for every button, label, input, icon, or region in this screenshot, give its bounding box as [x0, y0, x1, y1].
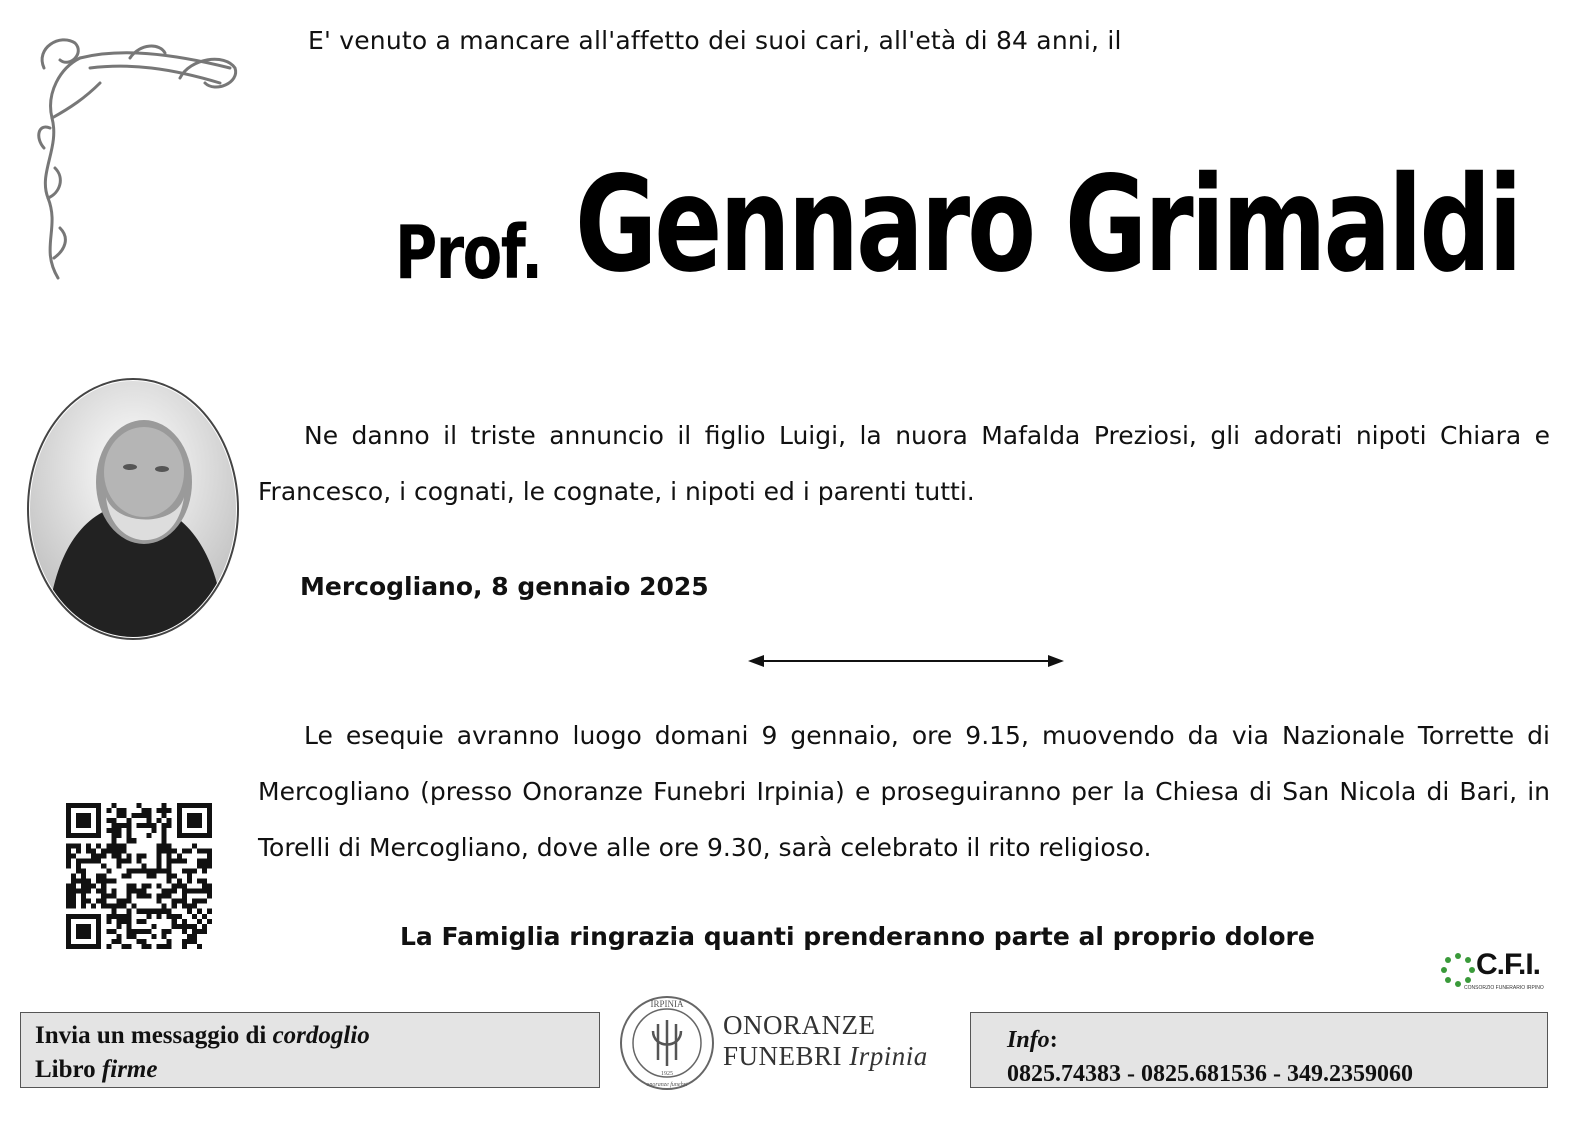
info-box	[970, 1012, 1548, 1088]
double-arrow-icon	[748, 652, 1064, 670]
info-label	[1007, 1023, 1511, 1057]
corner-flourish-icon	[30, 28, 250, 288]
seal-year-text: 1925	[661, 1071, 673, 1077]
seal-bottom-text: onoranze funebri	[646, 1082, 688, 1088]
funeral-home-line1: ONORANZE	[723, 1010, 876, 1040]
condolence-box[interactable]	[20, 1012, 600, 1088]
announcement-paragraph: Ne danno il triste annuncio il figlio Luigi, la nuora Mafalda Preziosi, gli adorati nipoti Chiara e Francesco, i cognati, le cognate, i nipoti ed i parenti tutti.	[258, 421, 1550, 506]
cfi-dots-icon	[1440, 952, 1476, 988]
funeral-home-seal-icon	[618, 994, 716, 1092]
cfi-subtitle: CONSORZIO FUNERARIO IRPINO	[1464, 985, 1544, 991]
place-date: Mercogliano, 8 gennaio 2025	[300, 572, 709, 601]
cfi-logo-text: C.F.I.	[1476, 948, 1541, 981]
funeral-paragraph: Le esequie avranno luogo domani 9 gennaio, ore 9.15, muovendo da via Nazionale Torrette di Mercogliano (presso Onoranze Funebri Irpinia) e proseguiranno per la Chiesa di San Nicola di Bari, in Torelli di Mercogliano, dove alle ore 9.30, sarà celebrato il rito religioso.	[258, 721, 1550, 862]
funeral-home-line2-italic: Irpinia	[849, 1041, 928, 1071]
info-colon: :	[1049, 1027, 1058, 1053]
funeral-home-line2-regular: FUNEBRI	[723, 1041, 850, 1071]
qr-code-icon[interactable]	[66, 803, 212, 949]
intro-text: E' venuto a mancare all'affetto dei suoi cari, all'età di 84 anni, il	[308, 26, 1122, 55]
seal-top-text: IRPINIA	[650, 999, 684, 1009]
portrait-photo	[26, 377, 241, 642]
deceased-name: Gennaro Grimaldi	[575, 148, 1520, 302]
thanks-text: La Famiglia ringrazia quanti prenderanno parte al proprio dolore	[400, 922, 1315, 951]
guestbook-italic: firme	[101, 1056, 158, 1083]
funeral-home-name	[723, 1010, 928, 1072]
info-phones[interactable]: 0825.74383 - 0825.681536 - 349.2359060	[1007, 1061, 1413, 1087]
cfi-logo	[1440, 948, 1544, 996]
condolence-link[interactable]	[35, 1019, 585, 1053]
guestbook-prefix: Libro	[35, 1056, 102, 1083]
funeral-home-line2	[723, 1041, 928, 1072]
deceased-title: Prof.	[395, 210, 542, 296]
guestbook-link[interactable]	[35, 1053, 585, 1087]
info-label-text: Info	[1007, 1027, 1050, 1053]
condolence-prefix: Invia un messaggio di	[35, 1022, 273, 1049]
condolence-italic: cordoglio	[272, 1022, 370, 1049]
